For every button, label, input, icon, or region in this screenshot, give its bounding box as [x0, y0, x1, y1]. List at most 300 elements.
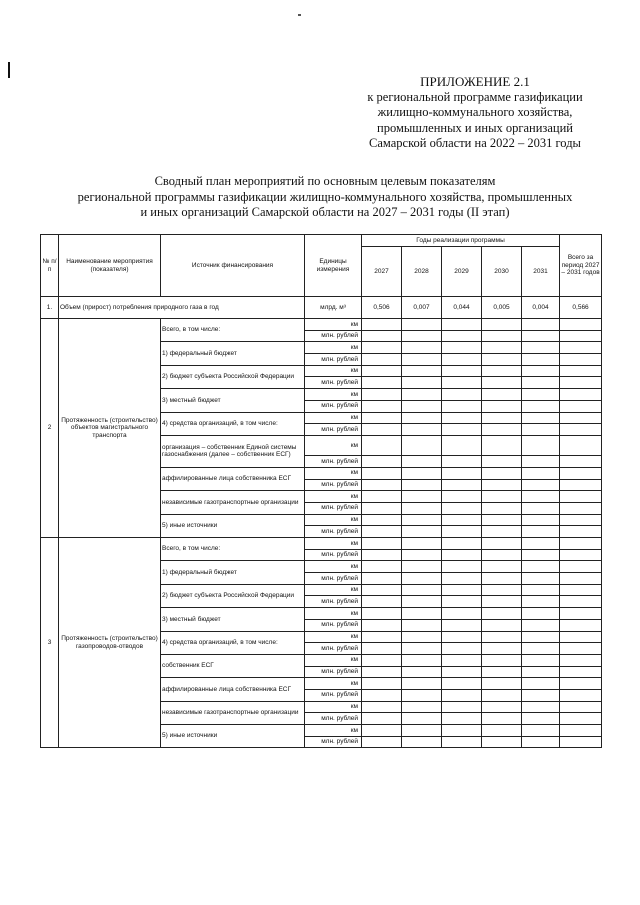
- value-cell: [482, 319, 522, 331]
- row-num: 2: [41, 319, 59, 538]
- unit-cell: млн. рублей: [305, 619, 362, 631]
- value-cell: [402, 455, 442, 467]
- unit-cell: млн. рублей: [305, 479, 362, 491]
- value-cell: [442, 491, 482, 503]
- value-cell: [522, 514, 560, 526]
- value-cell: [482, 643, 522, 655]
- value-cell: [522, 654, 560, 666]
- value-cell: [482, 619, 522, 631]
- value-cell: [560, 736, 602, 748]
- unit-cell: млн. рублей: [305, 354, 362, 366]
- unit-cell: млн. рублей: [305, 330, 362, 342]
- value-cell: [560, 467, 602, 479]
- value-cell: [522, 319, 560, 331]
- value-cell: [560, 561, 602, 573]
- value-cell: [402, 678, 442, 690]
- appendix-line: промышленных и иных организаций: [377, 120, 573, 135]
- value-cell: [522, 725, 560, 737]
- value-cell: [560, 538, 602, 550]
- header-total: Всего за период 2027 – 2031 годов: [560, 235, 602, 297]
- value-cell: 0,044: [442, 297, 482, 319]
- unit-cell: млн. рублей: [305, 502, 362, 514]
- value-cell: [402, 736, 442, 748]
- row-num: 1.: [41, 297, 59, 319]
- value-cell: [402, 596, 442, 608]
- value-cell: [560, 596, 602, 608]
- value-cell: [482, 689, 522, 701]
- value-cell: [522, 365, 560, 377]
- value-cell: [362, 538, 402, 550]
- value-cell: [522, 330, 560, 342]
- value-cell: [442, 479, 482, 491]
- value-cell: [522, 608, 560, 620]
- unit-cell: км: [305, 389, 362, 401]
- value-cell: [482, 467, 522, 479]
- value-cell: [402, 666, 442, 678]
- appendix-title: ПРИЛОЖЕНИЕ 2.1: [420, 74, 530, 89]
- value-cell: [482, 330, 522, 342]
- value-cell: [402, 354, 442, 366]
- value-cell: 0,004: [522, 297, 560, 319]
- value-cell: [560, 479, 602, 491]
- value-cell: [522, 619, 560, 631]
- value-cell: [362, 631, 402, 643]
- unit-cell: млн. рублей: [305, 526, 362, 538]
- funding-source: организация – собственник Единой системы газоснабжения (далее – собственник ЕСГ): [161, 435, 305, 467]
- value-cell: [402, 631, 442, 643]
- value-cell: [362, 377, 402, 389]
- value-cell: [402, 725, 442, 737]
- funding-source: 1) федеральный бюджет: [161, 561, 305, 584]
- header-year: 2027: [362, 247, 402, 297]
- header-year: 2031: [522, 247, 560, 297]
- value-cell: [402, 584, 442, 596]
- value-cell: [482, 701, 522, 713]
- value-cell: [362, 573, 402, 585]
- funding-source: 2) бюджет субъекта Российской Федерации: [161, 365, 305, 388]
- header-years-group: Годы реализации программы: [362, 235, 560, 247]
- value-cell: [442, 514, 482, 526]
- value-cell: [362, 689, 402, 701]
- value-cell: 0,506: [362, 297, 402, 319]
- funding-source: аффилированные лица собственника ЕСГ: [161, 678, 305, 701]
- value-cell: [442, 678, 482, 690]
- row-name: Объем (прирост) потребления природного газа в год: [59, 297, 305, 319]
- funding-source: Всего, в том числе:: [161, 319, 305, 342]
- value-cell: [442, 389, 482, 401]
- unit-cell: млн. рублей: [305, 736, 362, 748]
- value-cell: [522, 526, 560, 538]
- value-cell: [482, 400, 522, 412]
- unit-cell: км: [305, 701, 362, 713]
- value-cell: [442, 526, 482, 538]
- scan-edge-mark: [8, 62, 10, 78]
- value-cell: [522, 389, 560, 401]
- unit-cell: млн. рублей: [305, 573, 362, 585]
- funding-source: 1) федеральный бюджет: [161, 342, 305, 365]
- value-cell: [402, 467, 442, 479]
- funding-source: 4) средства организаций, в том числе:: [161, 412, 305, 435]
- value-cell: [560, 455, 602, 467]
- funding-source: 4) средства организаций, в том числе:: [161, 631, 305, 654]
- value-cell: [560, 377, 602, 389]
- value-cell: [482, 678, 522, 690]
- value-cell: [482, 424, 522, 436]
- unit-cell: млн. рублей: [305, 549, 362, 561]
- value-cell: [442, 467, 482, 479]
- value-cell: [402, 689, 442, 701]
- value-cell: [402, 342, 442, 354]
- value-cell: [482, 549, 522, 561]
- value-cell: [482, 654, 522, 666]
- value-cell: [560, 643, 602, 655]
- value-cell: [402, 389, 442, 401]
- value-cell: [482, 502, 522, 514]
- value-cell: [482, 538, 522, 550]
- value-cell: [362, 561, 402, 573]
- value-cell: [362, 412, 402, 424]
- unit-cell: млн. рублей: [305, 689, 362, 701]
- value-cell: [522, 666, 560, 678]
- value-cell: [402, 561, 442, 573]
- header-year: 2029: [442, 247, 482, 297]
- value-cell: [442, 584, 482, 596]
- value-cell: [560, 573, 602, 585]
- value-cell: [442, 365, 482, 377]
- value-cell: [362, 424, 402, 436]
- value-cell: [362, 654, 402, 666]
- value-cell: [362, 319, 402, 331]
- value-cell: [402, 713, 442, 725]
- value-cell: [362, 608, 402, 620]
- value-cell: [402, 701, 442, 713]
- value-cell: [560, 514, 602, 526]
- value-cell: 0,007: [402, 297, 442, 319]
- unit-cell: км: [305, 412, 362, 424]
- value-cell: [442, 330, 482, 342]
- value-cell: [522, 538, 560, 550]
- value-cell: [362, 514, 402, 526]
- funding-source: 3) местный бюджет: [161, 389, 305, 412]
- value-cell: [522, 377, 560, 389]
- unit-cell: млн. рублей: [305, 666, 362, 678]
- unit-cell: км: [305, 319, 362, 331]
- unit-cell: км: [305, 678, 362, 690]
- value-cell: [442, 502, 482, 514]
- document-title: [40, 174, 610, 221]
- value-cell: [362, 736, 402, 748]
- value-cell: [482, 584, 522, 596]
- value-cell: [522, 643, 560, 655]
- value-cell: [362, 526, 402, 538]
- value-cell: [522, 701, 560, 713]
- header-year: 2028: [402, 247, 442, 297]
- value-cell: [560, 354, 602, 366]
- value-cell: [522, 412, 560, 424]
- value-cell: [482, 412, 522, 424]
- value-cell: [560, 713, 602, 725]
- value-cell: [522, 596, 560, 608]
- document-title-line: Сводный план мероприятий по основным целевым показателям: [154, 174, 496, 188]
- value-cell: [522, 549, 560, 561]
- value-cell: 0,005: [482, 297, 522, 319]
- value-cell: [522, 479, 560, 491]
- value-cell: [560, 689, 602, 701]
- value-cell: [442, 631, 482, 643]
- funding-source: Всего, в том числе:: [161, 538, 305, 561]
- value-cell: [522, 573, 560, 585]
- value-cell: [522, 584, 560, 596]
- value-cell: [560, 400, 602, 412]
- value-cell: [402, 479, 442, 491]
- appendix-line: жилищно-коммунального хозяйства,: [377, 105, 573, 119]
- funding-source: 5) иные источники: [161, 514, 305, 537]
- appendix-header: [340, 74, 610, 152]
- value-cell: [482, 389, 522, 401]
- value-cell: [402, 377, 442, 389]
- value-cell: [482, 455, 522, 467]
- value-cell: [442, 643, 482, 655]
- value-cell: [442, 619, 482, 631]
- header-year: 2030: [482, 247, 522, 297]
- table-row: [41, 319, 602, 331]
- value-cell: [362, 678, 402, 690]
- unit-cell: млн. рублей: [305, 377, 362, 389]
- value-cell: [522, 689, 560, 701]
- value-cell: [522, 678, 560, 690]
- value-cell: [402, 319, 442, 331]
- value-cell: [442, 549, 482, 561]
- unit-cell: млн. рублей: [305, 643, 362, 655]
- value-cell: [402, 435, 442, 455]
- header-num: № п/п: [41, 235, 59, 297]
- value-cell: [522, 713, 560, 725]
- value-cell: [522, 400, 560, 412]
- value-cell: [482, 435, 522, 455]
- unit-cell: км: [305, 342, 362, 354]
- value-cell: [560, 701, 602, 713]
- value-cell: [482, 342, 522, 354]
- unit-cell: млн. рублей: [305, 424, 362, 436]
- table-row: [41, 538, 602, 550]
- funding-source: независимые газотранспортные организации: [161, 491, 305, 514]
- value-cell: [402, 330, 442, 342]
- value-cell: [522, 502, 560, 514]
- value-cell: [402, 424, 442, 436]
- value-cell: [522, 354, 560, 366]
- value-cell: [482, 526, 522, 538]
- value-cell: [482, 491, 522, 503]
- value-cell: [560, 619, 602, 631]
- unit-cell: км: [305, 654, 362, 666]
- value-cell: [402, 526, 442, 538]
- unit-cell: млн. рублей: [305, 713, 362, 725]
- value-cell: [442, 354, 482, 366]
- value-cell: [522, 424, 560, 436]
- value-cell: [442, 573, 482, 585]
- value-cell: [402, 400, 442, 412]
- unit-cell: км: [305, 584, 362, 596]
- value-cell: [482, 608, 522, 620]
- value-cell: [482, 365, 522, 377]
- value-cell: [560, 412, 602, 424]
- value-cell: [362, 725, 402, 737]
- value-cell: [442, 561, 482, 573]
- appendix-line: Самарской области на 2022 – 2031 годы: [369, 136, 581, 150]
- value-cell: [442, 666, 482, 678]
- value-cell: [442, 713, 482, 725]
- value-cell: [560, 526, 602, 538]
- value-cell: [362, 502, 402, 514]
- funding-source: 5) иные источники: [161, 725, 305, 748]
- value-cell: [560, 502, 602, 514]
- unit-cell: млрд. м³: [305, 297, 362, 319]
- value-cell: [402, 654, 442, 666]
- value-cell: [442, 424, 482, 436]
- value-cell: [442, 377, 482, 389]
- value-cell: [402, 502, 442, 514]
- value-cell: [482, 573, 522, 585]
- appendix-line: к региональной программе газификации: [367, 89, 583, 104]
- value-cell: [362, 619, 402, 631]
- value-cell: [482, 377, 522, 389]
- value-cell: [522, 342, 560, 354]
- value-cell: [442, 435, 482, 455]
- value-cell: [560, 319, 602, 331]
- value-cell: [362, 354, 402, 366]
- value-cell: [402, 619, 442, 631]
- value-cell: [442, 319, 482, 331]
- value-cell: [362, 342, 402, 354]
- row-num: 3: [41, 538, 59, 748]
- value-cell: [560, 725, 602, 737]
- value-cell: [522, 631, 560, 643]
- value-cell: [522, 561, 560, 573]
- unit-cell: млн. рублей: [305, 596, 362, 608]
- value-cell: [362, 491, 402, 503]
- value-cell: [560, 631, 602, 643]
- value-cell: [362, 400, 402, 412]
- funding-source: собственник ЕСГ: [161, 654, 305, 677]
- value-cell: [402, 538, 442, 550]
- value-cell: [442, 701, 482, 713]
- funding-source: 3) местный бюджет: [161, 608, 305, 631]
- value-cell: [362, 365, 402, 377]
- value-cell: [402, 643, 442, 655]
- value-cell: [560, 549, 602, 561]
- header-units: Единицы измерения: [305, 235, 362, 297]
- value-cell: [482, 514, 522, 526]
- value-cell: [560, 342, 602, 354]
- value-cell: [402, 412, 442, 424]
- value-cell: [560, 666, 602, 678]
- value-cell: [442, 725, 482, 737]
- document-title-line: и иных организаций Самарской области на 2027 – 2031 годы (II этап): [140, 205, 510, 219]
- unit-cell: км: [305, 538, 362, 550]
- unit-cell: км: [305, 514, 362, 526]
- value-cell: [442, 455, 482, 467]
- value-cell: [482, 354, 522, 366]
- value-cell: [362, 455, 402, 467]
- value-cell: [560, 424, 602, 436]
- value-cell: [362, 479, 402, 491]
- value-cell: [402, 549, 442, 561]
- value-cell: [362, 643, 402, 655]
- funding-source: 2) бюджет субъекта Российской Федерации: [161, 584, 305, 607]
- value-cell: [362, 549, 402, 561]
- unit-cell: км: [305, 365, 362, 377]
- value-cell: [560, 435, 602, 455]
- value-cell: [442, 654, 482, 666]
- value-cell: [522, 736, 560, 748]
- document-title-line: региональной программы газификации жилищно-коммунального хозяйства, промышленных: [77, 189, 573, 204]
- value-cell: [482, 736, 522, 748]
- value-cell: [362, 584, 402, 596]
- value-cell: [560, 654, 602, 666]
- unit-cell: км: [305, 491, 362, 503]
- value-cell: [362, 330, 402, 342]
- unit-cell: км: [305, 467, 362, 479]
- value-cell: [560, 389, 602, 401]
- value-cell: [442, 596, 482, 608]
- value-cell: [442, 400, 482, 412]
- value-cell: [362, 435, 402, 455]
- funding-source: аффилированные лица собственника ЕСГ: [161, 467, 305, 490]
- value-cell: [362, 713, 402, 725]
- row-name: Протяженность (строительство) газопроводов-отводов: [59, 538, 161, 748]
- unit-cell: км: [305, 435, 362, 455]
- value-cell: [560, 608, 602, 620]
- value-cell: [362, 467, 402, 479]
- value-cell: [442, 342, 482, 354]
- value-cell: [402, 491, 442, 503]
- unit-cell: км: [305, 561, 362, 573]
- header-source: Источник финансирования: [161, 235, 305, 297]
- value-cell: [560, 330, 602, 342]
- value-cell: [482, 666, 522, 678]
- unit-cell: млн. рублей: [305, 455, 362, 467]
- value-cell: [402, 365, 442, 377]
- value-cell: [482, 713, 522, 725]
- value-cell: [442, 608, 482, 620]
- value-cell: [362, 389, 402, 401]
- value-cell: [402, 514, 442, 526]
- funding-source: независимые газотранспортные организации: [161, 701, 305, 724]
- unit-cell: км: [305, 725, 362, 737]
- value-cell: [362, 701, 402, 713]
- value-cell: [560, 491, 602, 503]
- value-cell: [442, 412, 482, 424]
- value-cell: [442, 736, 482, 748]
- value-cell: [560, 365, 602, 377]
- value-cell: [442, 689, 482, 701]
- value-cell: [482, 479, 522, 491]
- value-cell: [482, 725, 522, 737]
- value-cell: [522, 455, 560, 467]
- scan-dot: [298, 14, 301, 16]
- value-cell: [442, 538, 482, 550]
- value-cell: [560, 678, 602, 690]
- unit-cell: км: [305, 631, 362, 643]
- value-cell: [482, 561, 522, 573]
- value-cell: [402, 608, 442, 620]
- unit-cell: км: [305, 608, 362, 620]
- plan-table: [40, 234, 602, 748]
- total-cell: 0,566: [560, 297, 602, 319]
- table-row: [41, 297, 602, 319]
- unit-cell: млн. рублей: [305, 400, 362, 412]
- value-cell: [522, 435, 560, 455]
